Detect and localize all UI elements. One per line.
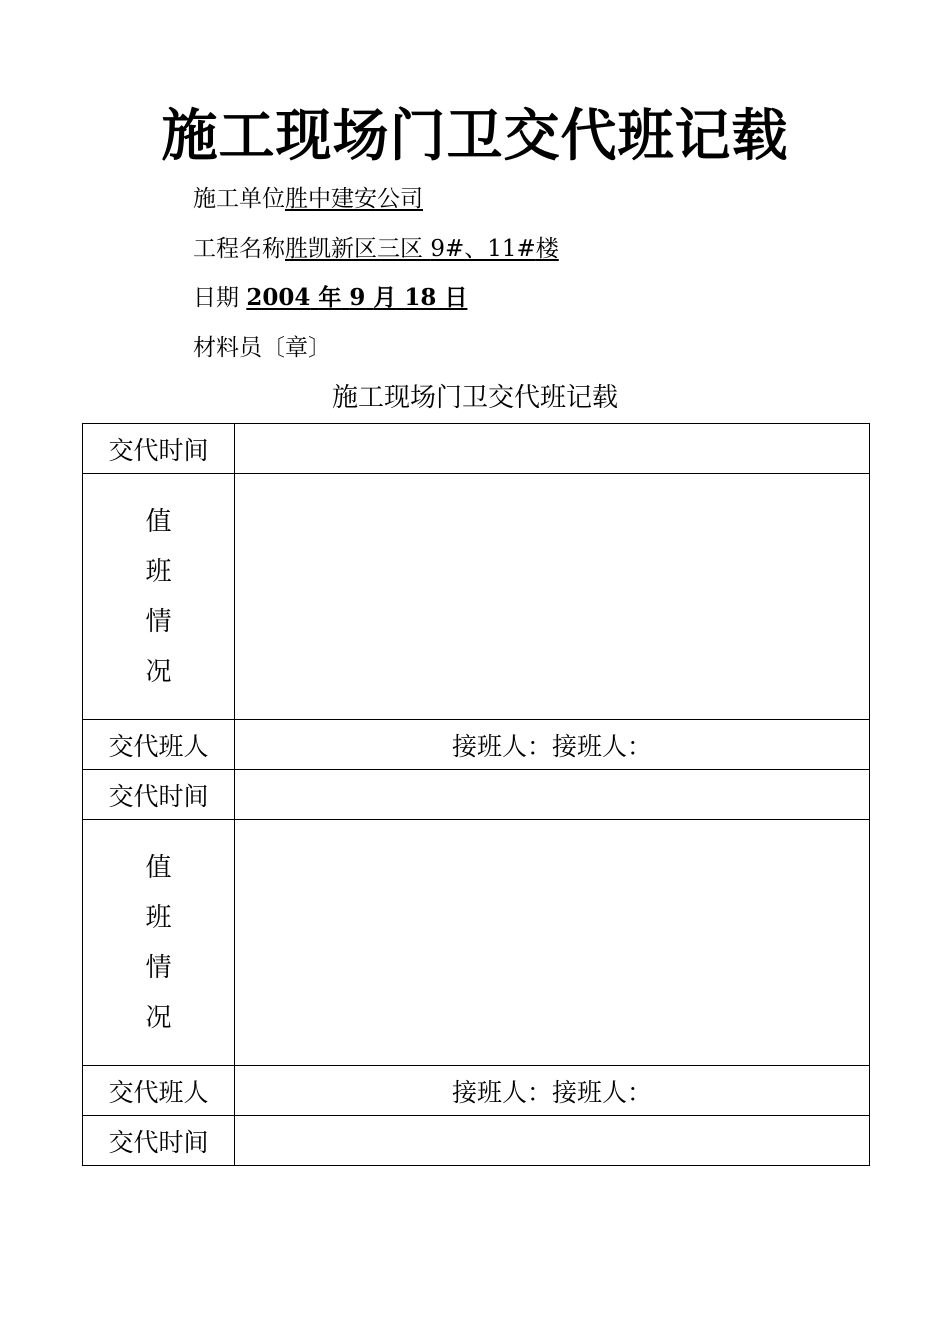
handover-time-cell[interactable]	[235, 424, 870, 474]
duty-status-char: 情	[145, 952, 172, 983]
duty-status-char: 班	[145, 556, 172, 587]
duty-status-char: 况	[145, 1002, 172, 1033]
duty-status-char: 值	[145, 852, 172, 883]
table-row	[83, 720, 870, 770]
handover-time-label: 交代时间	[83, 424, 235, 474]
date-label: 日期	[193, 285, 239, 311]
date-year: 2004	[246, 284, 311, 311]
table-row	[83, 424, 870, 474]
table-title: 施工现场门卫交代班记载	[331, 383, 618, 413]
date-day-unit: 日	[444, 284, 468, 311]
date-day: 18	[404, 284, 437, 311]
duty-status-cell[interactable]	[235, 820, 870, 1066]
project-building-numbers: 9#、11#	[430, 236, 536, 262]
table-row	[83, 474, 870, 720]
table-row	[83, 1066, 870, 1116]
duty-status-char: 况	[145, 656, 172, 687]
date-month: 9	[349, 284, 366, 311]
date-line	[193, 282, 467, 314]
duty-status-cell[interactable]	[235, 474, 870, 720]
duty-status-char: 值	[145, 506, 172, 537]
project-building-suffix: 楼	[535, 236, 559, 262]
date-year-unit: 年	[318, 284, 342, 311]
duty-status-label	[83, 820, 235, 1066]
handover-time-label: 交代时间	[83, 1116, 235, 1166]
project-name-label: 工程名称	[193, 236, 285, 262]
project-name-value	[285, 236, 559, 262]
duty-status-label	[83, 474, 235, 720]
receiver-cell[interactable]: 接班人：接班人：	[235, 1066, 870, 1116]
material-officer-line	[193, 332, 331, 364]
handover-person-label: 交代班人	[83, 1066, 235, 1116]
handover-time-cell[interactable]	[235, 1116, 870, 1166]
date-month-unit: 月	[373, 284, 397, 311]
construction-unit-line	[193, 183, 423, 215]
page-title: 施工现场门卫交代班记载	[161, 103, 789, 169]
construction-unit-value: 胜中建安公司	[285, 186, 423, 212]
material-officer-label: 材料员〔章〕	[193, 335, 331, 361]
construction-unit-label: 施工单位	[193, 186, 285, 212]
table-row	[83, 820, 870, 1066]
project-name-line	[193, 233, 559, 265]
handover-person-label: 交代班人	[83, 720, 235, 770]
date-value	[246, 284, 467, 311]
duty-status-char: 班	[145, 902, 172, 933]
handover-time-label: 交代时间	[83, 770, 235, 820]
handover-time-cell[interactable]	[235, 770, 870, 820]
receiver-cell[interactable]: 接班人：接班人：	[235, 720, 870, 770]
table-row	[83, 1116, 870, 1166]
table-row	[83, 770, 870, 820]
duty-status-char: 情	[145, 606, 172, 637]
handover-log-table	[82, 423, 870, 1166]
project-name-cn: 胜凯新区三区	[285, 236, 423, 262]
